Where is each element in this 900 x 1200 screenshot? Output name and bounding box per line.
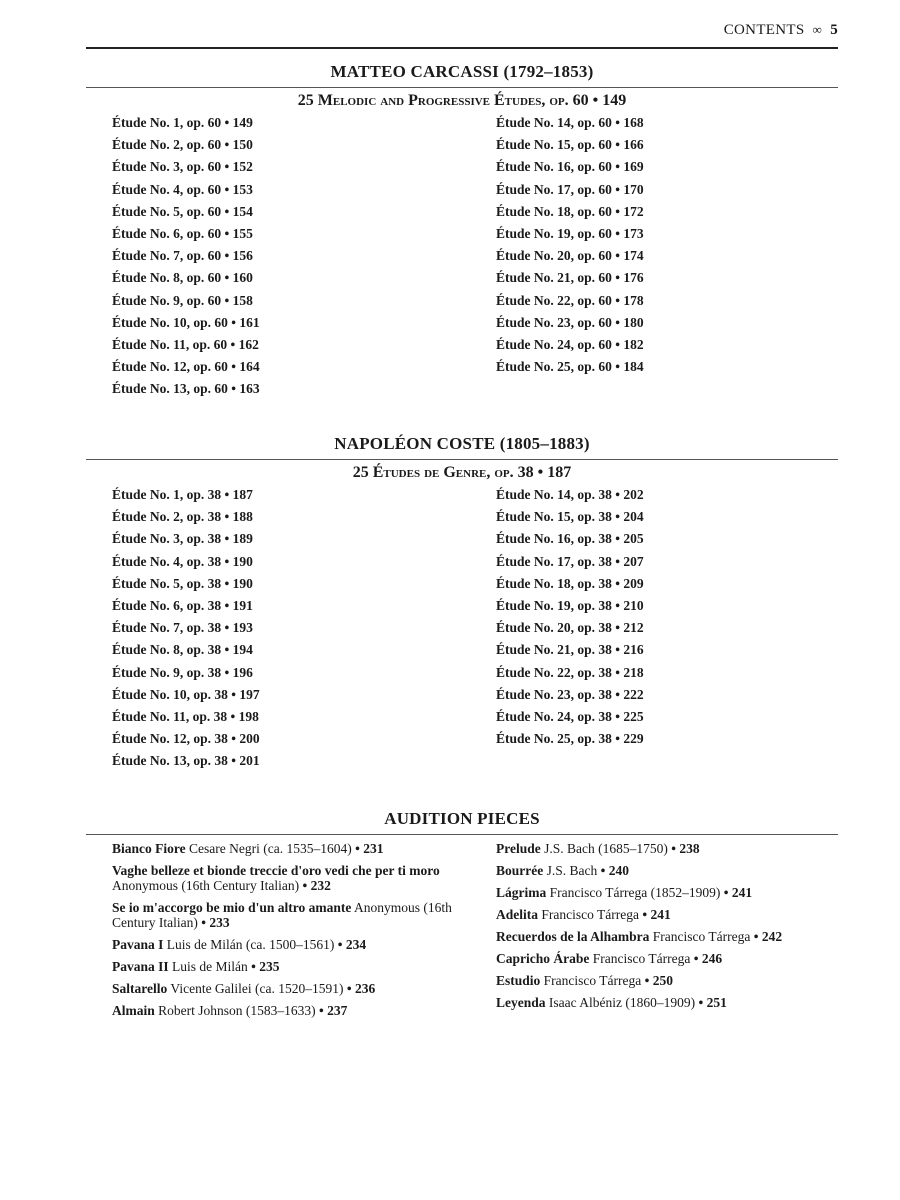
- piece-title: Leyenda: [496, 995, 546, 1010]
- audition-entry: [112, 959, 482, 974]
- carcassi-section: [86, 60, 838, 397]
- etude-entry: Étude No. 6, op. 60 • 155: [112, 225, 253, 241]
- piece-page: 240: [608, 863, 629, 878]
- etude-entry: Étude No. 8, op. 38 • 194: [112, 642, 253, 658]
- section-rule: [86, 87, 838, 88]
- left-column: [112, 484, 260, 772]
- etude-entry: Étude No. 13, op. 60 • 163: [112, 381, 260, 397]
- etude-entry: Étude No. 8, op. 60 • 160: [112, 270, 253, 286]
- etude-entry: Étude No. 10, op. 38 • 197: [112, 686, 260, 702]
- composer-heading: NAPOLÉON COSTE (1805–1883): [334, 434, 590, 453]
- piece-page: 242: [761, 929, 783, 944]
- piece-composer: J.S. Bach (1685–1750): [544, 841, 668, 856]
- bullet-separator: •: [351, 841, 364, 856]
- piece-title: Adelita: [496, 907, 538, 922]
- etude-entry: Étude No. 12, op. 38 • 200: [112, 731, 260, 747]
- etude-entry: Étude No. 2, op. 60 • 150: [112, 137, 253, 153]
- piece-page: 233: [209, 915, 230, 930]
- piece-title: Bianco Fiore: [112, 841, 186, 856]
- piece-title: Almain: [112, 1003, 155, 1018]
- etude-entry: Étude No. 16, op. 38 • 205: [496, 531, 644, 547]
- piece-page: 232: [310, 878, 331, 893]
- audition-heading: AUDITION PIECES: [384, 809, 540, 828]
- etude-entry: Étude No. 22, op. 38 • 218: [496, 664, 644, 680]
- piece-title: Pavana I: [112, 937, 164, 952]
- bullet-separator: •: [597, 863, 609, 878]
- bullet-separator: •: [315, 1003, 328, 1018]
- audition-section: [86, 807, 838, 1018]
- etude-entry: Étude No. 19, op. 38 • 210: [496, 597, 644, 613]
- left-column: [112, 841, 482, 1025]
- etude-entry: Étude No. 20, op. 60 • 174: [496, 248, 644, 264]
- piece-composer: Isaac Albéniz (1860–1909): [548, 995, 696, 1010]
- etude-entry: Étude No. 15, op. 38 • 204: [496, 509, 644, 525]
- bullet-separator: •: [641, 973, 653, 988]
- piece-composer: Francisco Tárrega (1852–1909): [549, 885, 721, 900]
- ornament-icon: ∞: [812, 22, 823, 37]
- bullet-separator: •: [638, 907, 651, 922]
- etude-entry: Étude No. 24, op. 60 • 182: [496, 336, 644, 352]
- etude-entry: Étude No. 9, op. 38 • 196: [112, 664, 253, 680]
- piece-title: Bourrée: [496, 863, 544, 878]
- piece-page: 236: [355, 981, 376, 996]
- etude-entry: Étude No. 19, op. 60 • 173: [496, 225, 644, 241]
- etude-entry: Étude No. 11, op. 60 • 162: [112, 336, 259, 352]
- piece-title: Saltarello: [112, 981, 168, 996]
- etude-entry: Étude No. 9, op. 60 • 158: [112, 292, 253, 308]
- etude-entry: Étude No. 3, op. 60 • 152: [112, 159, 253, 175]
- piece-page: 250: [652, 973, 673, 988]
- piece-title: Vaghe belleze et bionde treccie d'oro vedi che per ti moro: [112, 863, 440, 878]
- etude-entry: Étude No. 4, op. 60 • 153: [112, 181, 253, 197]
- piece-title: Recuerdos de la Alhambra: [496, 929, 650, 944]
- etude-entry: Étude No. 24, op. 38 • 225: [496, 708, 644, 724]
- piece-title: Estudio: [496, 973, 541, 988]
- etude-entry: Étude No. 18, op. 38 • 209: [496, 575, 644, 591]
- right-column: [496, 112, 644, 378]
- running-head: [724, 22, 838, 39]
- audition-entry: [112, 981, 482, 996]
- etude-entry: Étude No. 12, op. 60 • 164: [112, 359, 260, 375]
- audition-entry: [496, 973, 866, 988]
- audition-entry: [112, 863, 482, 893]
- piece-composer: Luis de Milán (ca. 1500–1561): [166, 937, 335, 952]
- piece-composer: Luis de Milán: [172, 959, 248, 974]
- piece-title: Lágrima: [496, 885, 547, 900]
- etude-entry: Étude No. 18, op. 60 • 172: [496, 203, 644, 219]
- etude-entry: Étude No. 5, op. 38 • 190: [112, 575, 253, 591]
- etude-entry: Étude No. 6, op. 38 • 191: [112, 597, 253, 613]
- etude-entry: Étude No. 7, op. 60 • 156: [112, 248, 253, 264]
- etude-entry: Étude No. 23, op. 60 • 180: [496, 314, 644, 330]
- piece-page: 235: [259, 959, 280, 974]
- audition-entry: [496, 995, 866, 1010]
- piece-composer: Anonymous (16th Century Italian): [112, 878, 300, 893]
- etude-entry: Étude No. 11, op. 38 • 198: [112, 708, 259, 724]
- bullet-separator: •: [690, 951, 702, 966]
- etude-entry: Étude No. 7, op. 38 • 193: [112, 620, 253, 636]
- bullet-separator: •: [247, 959, 260, 974]
- etude-entry: Étude No. 1, op. 38 • 187: [112, 487, 253, 502]
- etude-entry: Étude No. 1, op. 60 • 149: [112, 115, 253, 130]
- piece-composer: Francisco Tárrega: [543, 973, 642, 988]
- etude-entry: Étude No. 17, op. 60 • 170: [496, 181, 644, 197]
- header-rule: [86, 47, 838, 49]
- piece-page: 231: [363, 841, 384, 856]
- piece-page: 237: [327, 1003, 348, 1018]
- audition-entry: [496, 885, 866, 900]
- piece-title: Pavana II: [112, 959, 169, 974]
- etude-entry: Étude No. 13, op. 38 • 201: [112, 753, 260, 769]
- audition-entry: [496, 907, 866, 922]
- piece-composer: Cesare Negri (ca. 1535–1604): [189, 841, 352, 856]
- bullet-separator: •: [720, 885, 732, 900]
- etude-entry: Étude No. 25, op. 38 • 229: [496, 731, 644, 747]
- piece-page: 241: [731, 885, 753, 900]
- bullet-separator: •: [695, 995, 707, 1010]
- piece-title: Se io m'accorgo be mio d'un altro amante: [112, 900, 352, 915]
- etude-entry: Étude No. 25, op. 60 • 184: [496, 359, 644, 375]
- piece-title: Capricho Árabe: [496, 951, 590, 966]
- etude-entry: Étude No. 10, op. 60 • 161: [112, 314, 260, 330]
- audition-entry: [112, 841, 482, 856]
- piece-composer: J.S. Bach: [546, 863, 598, 878]
- etude-entry: Étude No. 20, op. 38 • 212: [496, 620, 644, 636]
- left-column: [112, 112, 260, 400]
- etude-entry: Étude No. 21, op. 38 • 216: [496, 642, 644, 658]
- bullet-separator: •: [667, 841, 680, 856]
- etude-entry: Étude No. 16, op. 60 • 169: [496, 159, 644, 175]
- audition-entry: [496, 863, 866, 878]
- bullet-separator: •: [750, 929, 762, 944]
- audition-entry: [496, 951, 866, 966]
- audition-entry: [112, 900, 482, 930]
- coste-section: [86, 432, 838, 769]
- bullet-separator: •: [334, 937, 346, 952]
- composer-heading: MATTEO CARCASSI (1792–1853): [330, 62, 594, 81]
- piece-composer: Anonymous (16th Century Italian): [112, 900, 452, 930]
- bullet-separator: •: [299, 878, 311, 893]
- etude-entry: Étude No. 23, op. 38 • 222: [496, 686, 644, 702]
- piece-title: Prelude: [496, 841, 541, 856]
- audition-entry: [496, 929, 866, 944]
- etude-entry: Étude No. 17, op. 38 • 207: [496, 553, 644, 569]
- piece-composer: Robert Johnson (1583–1633): [158, 1003, 316, 1018]
- section-rule: [86, 459, 838, 460]
- piece-composer: Francisco Tárrega: [541, 907, 639, 922]
- right-column: [496, 841, 866, 1017]
- etude-entry: Étude No. 14, op. 60 • 168: [496, 115, 644, 130]
- bullet-separator: •: [197, 915, 210, 930]
- bullet-separator: •: [343, 981, 356, 996]
- section-rule: [86, 834, 838, 835]
- piece-composer: Francisco Tárrega: [592, 951, 691, 966]
- running-head-section: CONTENTS: [723, 22, 805, 38]
- etude-entry: Étude No. 3, op. 38 • 189: [112, 531, 253, 547]
- etude-entry: Étude No. 5, op. 60 • 154: [112, 203, 253, 219]
- piece-composer: Vicente Galilei (ca. 1520–1591): [170, 981, 344, 996]
- audition-entry: [112, 937, 482, 952]
- audition-entry: [112, 1003, 482, 1018]
- audition-entry: [496, 841, 866, 856]
- set-title: 25 Études de Genre, op. 38 • 187: [352, 464, 572, 481]
- set-title: 25 Melodic and Progressive Études, op. 60 • 149: [297, 92, 627, 109]
- right-column: [496, 484, 644, 750]
- piece-page: 246: [701, 951, 723, 966]
- etude-entry: Étude No. 4, op. 38 • 190: [112, 553, 253, 569]
- piece-page: 251: [706, 995, 727, 1010]
- etude-entry: Étude No. 15, op. 60 • 166: [496, 137, 644, 153]
- piece-page: 241: [650, 907, 671, 922]
- page-number: 5: [830, 22, 838, 38]
- etude-entry: Étude No. 22, op. 60 • 178: [496, 292, 644, 308]
- etude-entry: Étude No. 14, op. 38 • 202: [496, 487, 644, 502]
- piece-page: 238: [679, 841, 700, 856]
- etude-entry: Étude No. 2, op. 38 • 188: [112, 509, 253, 525]
- piece-composer: Francisco Tárrega: [652, 929, 751, 944]
- piece-page: 234: [345, 937, 367, 952]
- etude-entry: Étude No. 21, op. 60 • 176: [496, 270, 644, 286]
